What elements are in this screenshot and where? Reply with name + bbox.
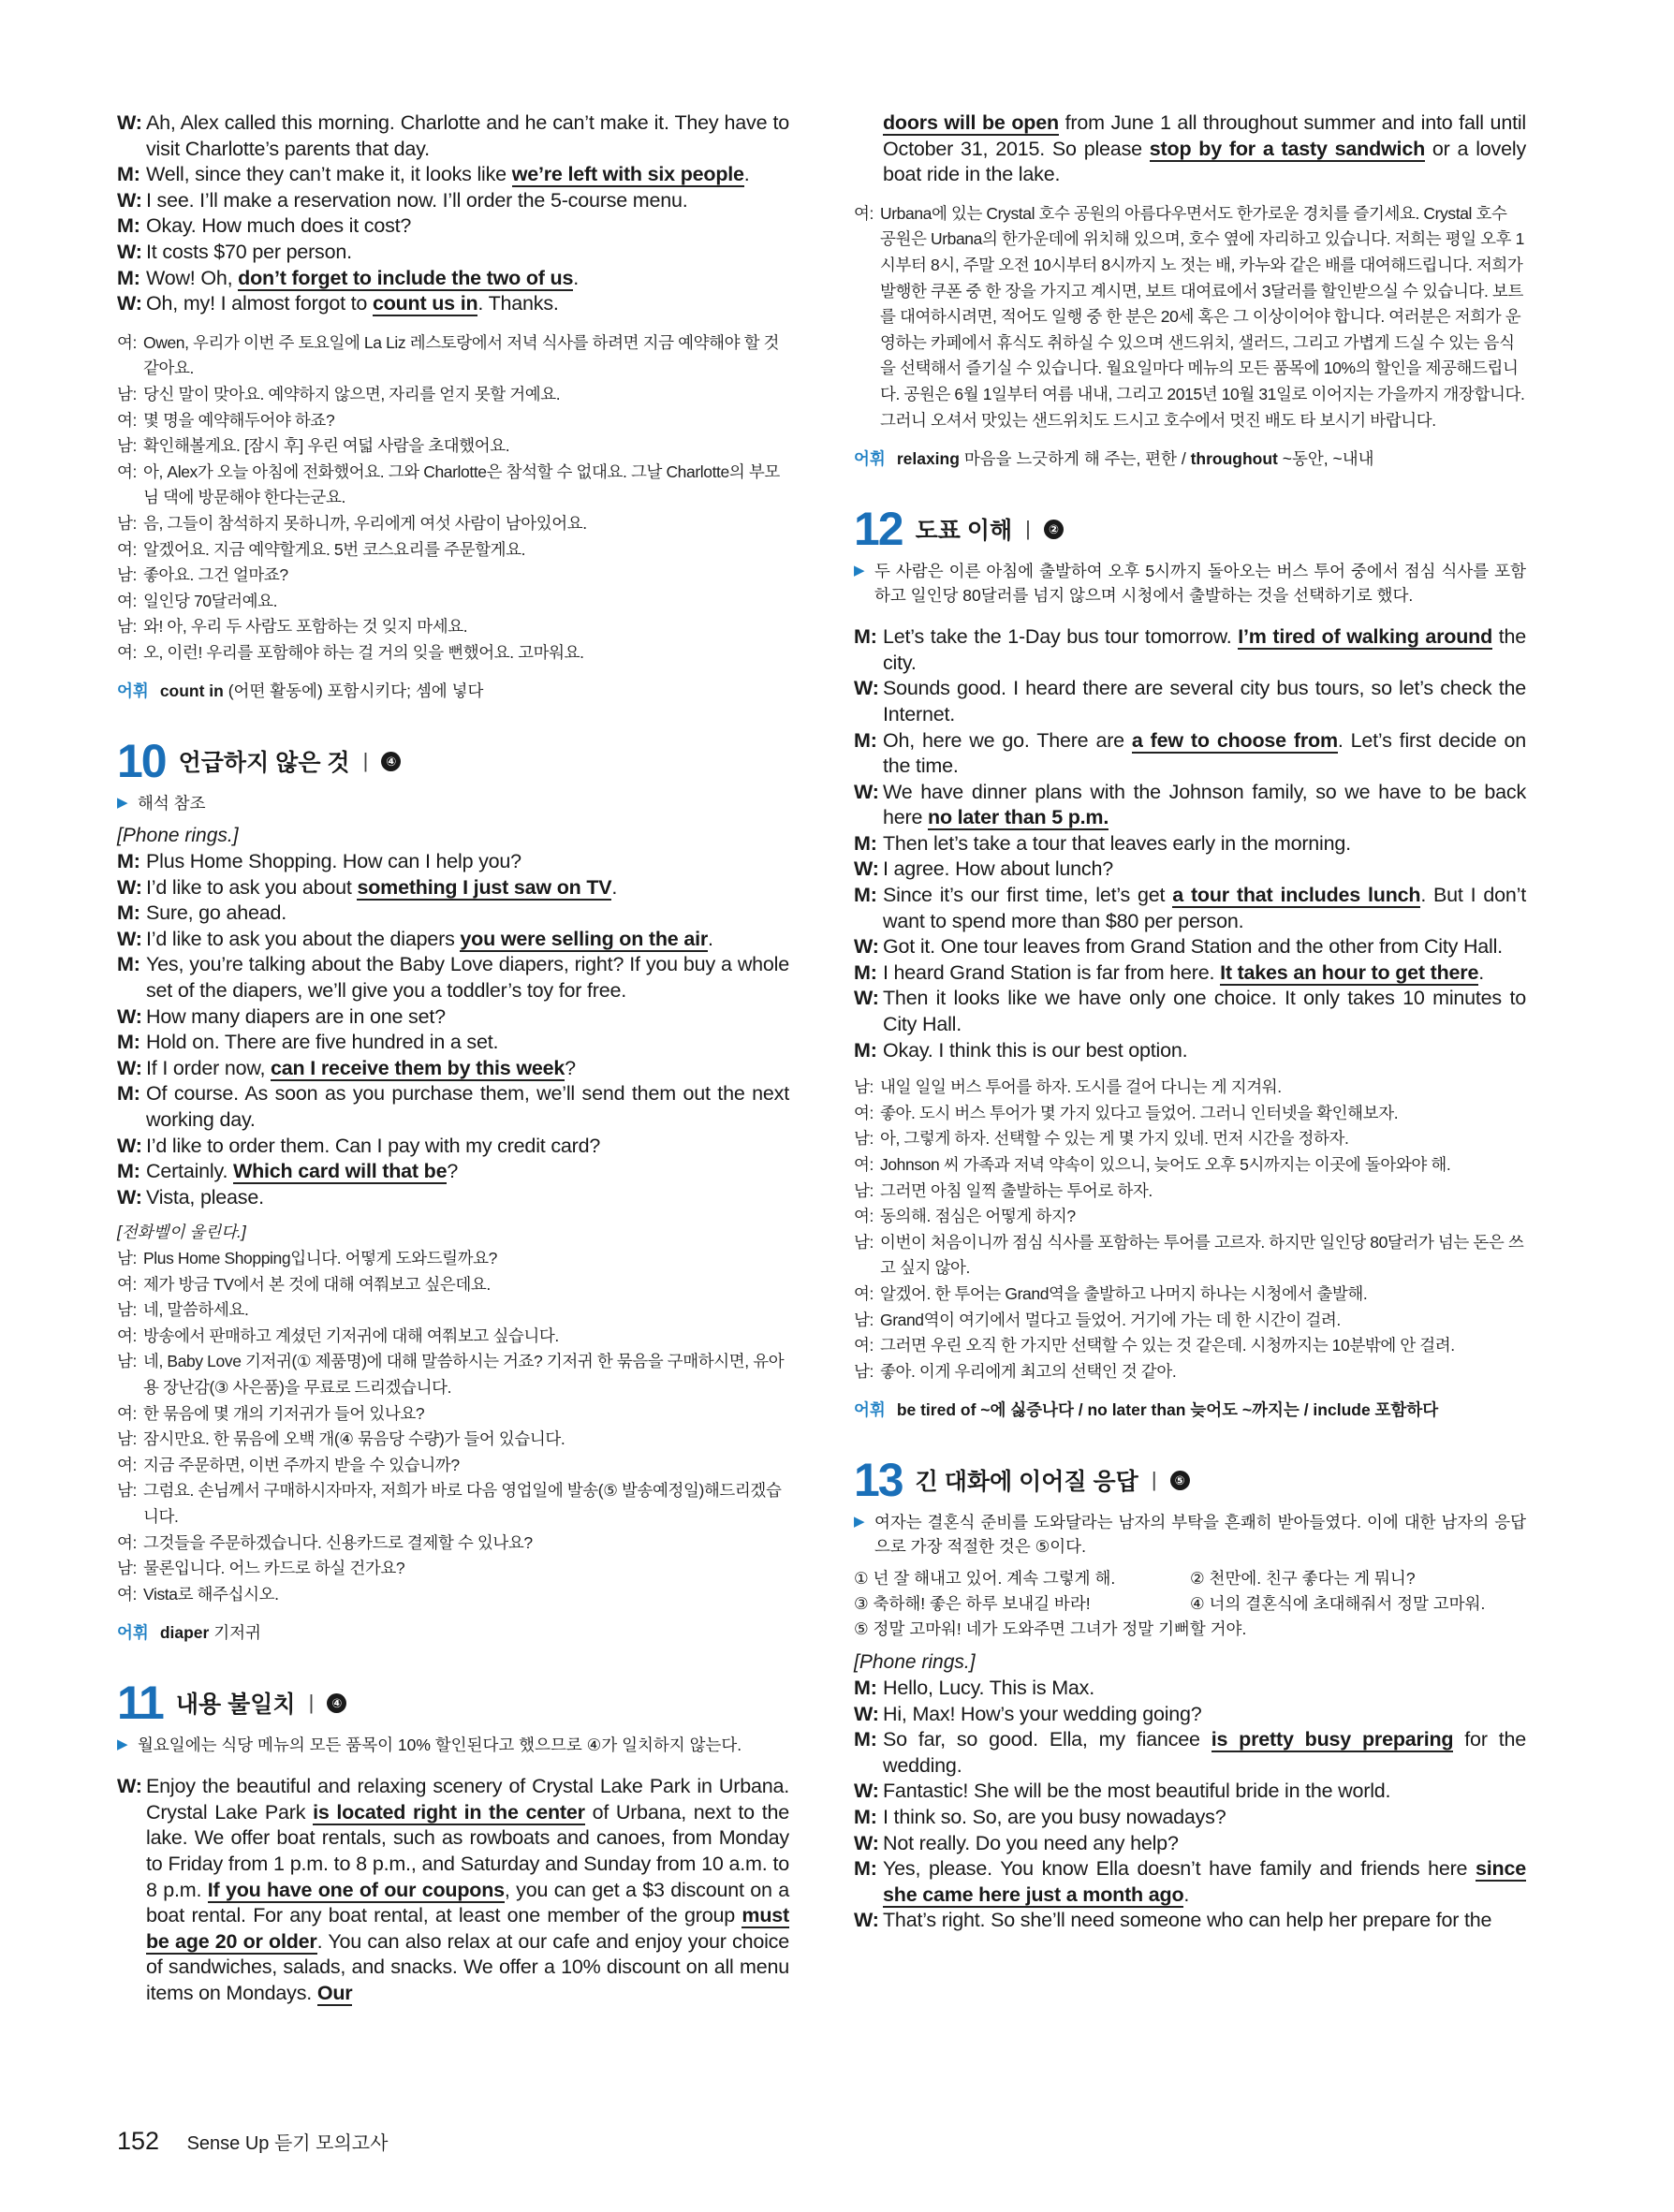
vocab-section-12: 어휘 be tired of ~에 싫증나다 / no later than 늦어도 ~까지는 / include 포함하다 bbox=[854, 1400, 1439, 1420]
section-12-korean bbox=[854, 1075, 1526, 1384]
line-text: That’s right. So she’ll need someone who can help her prepare for the bbox=[883, 1909, 1492, 1932]
dialogue-line bbox=[854, 624, 1526, 676]
translation-line bbox=[117, 1246, 789, 1272]
section-11-korean bbox=[854, 201, 1526, 433]
line-text: 방송에서 판매하고 계셨던 기저귀에 대해 여쭤보고 싶습니다. bbox=[143, 1326, 559, 1345]
speaker-label: 남: bbox=[854, 1232, 874, 1252]
speaker-label: M: bbox=[117, 163, 140, 186]
line-text: 그것들을 주문하겠습니다. 신용카드로 결제할 수 있나요? bbox=[143, 1532, 533, 1552]
speaker-label: 남: bbox=[117, 565, 137, 585]
line-text: We have dinner plans with the Johnson family, so we have to be back here no later than 5 p.m. bbox=[883, 780, 1526, 829]
speaker-label: M: bbox=[854, 1805, 877, 1828]
line-text: Hold on. There are five hundred in a set. bbox=[146, 1031, 499, 1054]
translation-line bbox=[854, 1126, 1526, 1152]
speaker-label: 남: bbox=[117, 1300, 137, 1320]
speaker-label: M: bbox=[854, 1857, 877, 1881]
translation-line bbox=[117, 330, 789, 382]
option-3: ③ 축하해! 좋은 하루 보내길 바라! bbox=[854, 1594, 1091, 1614]
speaker-label: M: bbox=[854, 728, 877, 752]
line-text: Plus Home Shopping. How can I help you? bbox=[146, 850, 521, 873]
translation-line bbox=[117, 1453, 789, 1479]
dialogue-line bbox=[854, 1676, 1526, 1702]
speaker-label: M: bbox=[117, 1160, 140, 1183]
dialogue-line bbox=[854, 831, 1526, 857]
answer-badge: ④ bbox=[381, 752, 401, 771]
speaker-label: M: bbox=[854, 625, 877, 649]
translation-line bbox=[117, 1427, 789, 1453]
section-title: 언급하지 않은 것 bbox=[178, 750, 350, 777]
section-13-note: ▶ 여자는 결혼식 준비를 도와달라는 남자의 부탁을 흔쾌히 받아들였다. 이에 대한 남자의 응답으로 가장 적절한 것은 ⑤이다. bbox=[854, 1513, 1526, 1557]
dialogue-line bbox=[854, 883, 1526, 934]
line-text: 이번이 처음이니까 점심 식사를 포함하는 투어를 고르자. 하지만 일인당 80달러가 넘는 돈은 쓰고 싶지 않아. bbox=[880, 1232, 1524, 1278]
dialogue-line bbox=[117, 1056, 789, 1082]
line-text: 좋아요. 그건 얼마죠? bbox=[143, 565, 288, 585]
dialogue-line bbox=[854, 986, 1526, 1037]
section-13-heading: 13 긴 대화에 이어질 응답 | ⑤ bbox=[854, 1454, 1526, 1506]
option-4: ④ 너의 결혼식에 초대해줘서 정말 고마워. bbox=[1190, 1594, 1486, 1614]
line-text: 제가 방금 TV에서 본 것에 대해 여쭤보고 싶은데요. bbox=[143, 1274, 491, 1294]
translation-line bbox=[854, 201, 1526, 433]
translation-line bbox=[854, 1359, 1526, 1385]
translation-line bbox=[117, 537, 789, 564]
speaker-label: W: bbox=[854, 677, 879, 700]
dialogue-line bbox=[854, 1908, 1526, 1934]
line-text: Then it looks like we have only one choice. It only takes 10 minutes to City Hall. bbox=[883, 987, 1526, 1036]
translation-line bbox=[117, 433, 789, 460]
translation-line bbox=[854, 1152, 1526, 1179]
section-12-heading: 12 도표 이해 | ② bbox=[854, 503, 1526, 555]
translation-line bbox=[854, 1179, 1526, 1205]
line-text: 당신 말이 맞아요. 예약하지 않으면, 자리를 얻지 못할 거예요. bbox=[143, 384, 561, 403]
speaker-label: 남: bbox=[117, 1248, 137, 1267]
line-text: Hello, Lucy. This is Max. bbox=[883, 1676, 1094, 1699]
speaker-label: 남: bbox=[117, 617, 137, 637]
dialogue-line bbox=[117, 1185, 789, 1211]
line-text: Ah, Alex called this morning. Charlotte and he can’t make it. They have to visit Charlotte’s parents that day. bbox=[146, 111, 789, 160]
translation-line bbox=[117, 640, 789, 667]
line-text: Certainly. Which card will that be? bbox=[146, 1160, 459, 1183]
option-5: ⑤ 정말 고마워! 네가 도와주면 그녀가 정말 기뻐할 거야. bbox=[854, 1619, 1247, 1639]
line-text: 좋아. 이게 우리에게 최고의 선택인 것 같아. bbox=[880, 1361, 1177, 1381]
line-text: Owen, 우리가 이번 주 토요일에 La Liz 레스토랑에서 저녁 식사를 하려면 지금 예약해야 할 것 같아요. bbox=[143, 332, 780, 378]
translation-line bbox=[117, 1349, 789, 1400]
dialogue-line bbox=[854, 110, 1526, 188]
dialogue-line bbox=[117, 875, 789, 901]
speaker-label: 여: bbox=[854, 203, 874, 223]
dialogue-line bbox=[117, 1159, 789, 1185]
translation-line bbox=[117, 1401, 789, 1428]
translation-line bbox=[117, 1582, 789, 1608]
speaker-label: W: bbox=[854, 1780, 879, 1803]
line-text: I’d like to ask you about something I just saw on TV. bbox=[146, 875, 618, 899]
line-text: Since it’s our first time, let’s get a tour that includes lunch. But I don’t want to spend more than $80 per person. bbox=[883, 884, 1526, 932]
book-title: Sense Up 듣기 모의고사 bbox=[186, 2133, 389, 2154]
line-text: 그러면 우린 오직 한 가지만 선택할 수 있는 것 같은데. 시청까지는 10분밖에 안 걸려. bbox=[880, 1336, 1455, 1355]
dialogue-line bbox=[854, 1779, 1526, 1805]
speaker-label: 여: bbox=[117, 410, 137, 430]
speaker-label: 여: bbox=[854, 1103, 874, 1122]
speaker-label: 남: bbox=[854, 1077, 874, 1097]
translation-line bbox=[854, 1333, 1526, 1359]
dialogue-line bbox=[117, 266, 789, 292]
speaker-label: 여: bbox=[117, 539, 137, 559]
dialogue-line bbox=[854, 1727, 1526, 1779]
answer-badge: ② bbox=[1044, 520, 1064, 539]
speaker-label: W: bbox=[854, 780, 879, 803]
line-text: 그러면 아침 일찍 출발하는 투어로 하자. bbox=[880, 1180, 1153, 1200]
speaker-label: 여: bbox=[117, 461, 137, 481]
korean-translation-top bbox=[117, 330, 789, 667]
line-text: I think so. So, are you busy nowadays? bbox=[883, 1805, 1226, 1828]
speaker-label: M: bbox=[117, 953, 140, 976]
stage-direction: [Phone rings.] bbox=[854, 1651, 976, 1674]
stage-direction: [Phone rings.] bbox=[117, 825, 239, 847]
speaker-label: 남: bbox=[117, 1429, 137, 1449]
dialogue-line bbox=[854, 1805, 1526, 1831]
translation-line bbox=[117, 614, 789, 640]
section-12-dialogue bbox=[854, 624, 1526, 1063]
answer-badge: ⑤ bbox=[1170, 1471, 1190, 1490]
translation-line bbox=[117, 1556, 789, 1582]
dialogue-line bbox=[117, 901, 789, 927]
speaker-label: M: bbox=[117, 1031, 140, 1054]
line-text: I agree. How about lunch? bbox=[883, 857, 1113, 881]
line-text: 몇 명을 예약해두어야 하죠? bbox=[143, 410, 335, 430]
speaker-label: 남: bbox=[117, 1481, 137, 1501]
line-text: I heard Grand Station is far from here. It takes an hour to get there. bbox=[883, 960, 1484, 984]
translation-line bbox=[117, 1272, 789, 1298]
line-text: Enjoy the beautiful and relaxing scenery of Crystal Lake Park in Urbana. Crystal Lake Park is located right in the center of Urbana, next to the lake. We offer boat rentals, such as rowboats and canoes, from Monday to Friday from 1 p.m. to 8 p.m., and Saturday and Sunday from 10 a.m. to 8 p.m. If you have one of our coupons, you can get a $3 discount on a boat rental. For any boat rental, at least one member of the group must be age 20 or older. You can also relax at our cafe and enjoy your choice of sandwiches, salads, and snacks. We offer a 10% discount on all menu items on Mondays. Our bbox=[146, 1775, 789, 2005]
speaker-label: 여: bbox=[854, 1283, 874, 1303]
translation-line bbox=[854, 1282, 1526, 1308]
speaker-label: W: bbox=[117, 875, 142, 899]
line-text: I’d like to ask you about the diapers you were selling on the air. bbox=[146, 927, 713, 950]
speaker-label: 여: bbox=[854, 1336, 874, 1355]
speaker-label: W: bbox=[117, 1185, 142, 1209]
page-footer bbox=[117, 2127, 388, 2156]
line-text: 와! 아, 우리 두 사람도 포함하는 것 잊지 마세요. bbox=[143, 617, 468, 637]
section-10-dialogue bbox=[117, 849, 789, 1210]
speaker-label: M: bbox=[854, 1676, 877, 1699]
speaker-label: 여: bbox=[117, 1455, 137, 1474]
line-text: I see. I’ll make a reservation now. I’ll order the 5-course menu. bbox=[146, 188, 688, 212]
speaker-label: 여: bbox=[117, 1532, 137, 1552]
dialogue-line bbox=[854, 676, 1526, 727]
dialogue-line bbox=[117, 927, 789, 953]
dialogue-line bbox=[854, 1038, 1526, 1064]
speaker-label: 남: bbox=[117, 384, 137, 403]
speaker-label: 남: bbox=[117, 436, 137, 456]
section-11-heading: 11 내용 불일치 | ④ bbox=[117, 1677, 789, 1729]
speaker-label: M: bbox=[117, 266, 140, 289]
page-number: 152 bbox=[117, 2127, 160, 2155]
line-text: 오, 이런! 우리를 포함해야 하는 걸 거의 잊을 뻔했어요. 고마워요. bbox=[143, 642, 584, 662]
speaker-label: 여: bbox=[117, 1403, 137, 1423]
speaker-label: W: bbox=[117, 1004, 142, 1028]
speaker-label bbox=[854, 110, 883, 188]
vocab-diaper: 어휘 diaper 기저귀 bbox=[117, 1623, 261, 1643]
line-text: How many diapers are in one set? bbox=[146, 1004, 446, 1028]
translation-line bbox=[117, 1297, 789, 1324]
section-10-korean bbox=[117, 1246, 789, 1607]
line-text: 잠시만요. 한 묶음에 오백 개(④ 묶음당 수량)가 들어 있습니다. bbox=[143, 1429, 565, 1449]
line-text: 일인당 70달러예요. bbox=[143, 591, 278, 610]
line-text: Fantastic! She will be the most beautiful bride in the world. bbox=[883, 1780, 1391, 1803]
dialogue-line bbox=[117, 1081, 789, 1133]
speaker-label: W: bbox=[117, 188, 142, 212]
line-text: 지금 주문하면, 이번 주까지 받을 수 있습니까? bbox=[143, 1455, 460, 1474]
translation-line bbox=[854, 1204, 1526, 1230]
line-text: doors will be open from June 1 all throughout summer and into fall until October 31, 2015. So please stop by for a tasty sandwich or a lovely boat ride in the lake. bbox=[883, 111, 1526, 186]
vocab-count-in: 어휘 count in (어떤 활동에) 포함시키다; 셈에 넣다 bbox=[117, 681, 484, 701]
right-column bbox=[854, 110, 1526, 1934]
section-number: 10 bbox=[117, 735, 166, 788]
line-text: So far, so good. Ella, my fiancee is pretty busy preparing for the wedding. bbox=[883, 1728, 1527, 1777]
section-number: 11 bbox=[117, 1677, 163, 1730]
translation-line bbox=[854, 1075, 1526, 1101]
line-text: 물론입니다. 어느 카드로 하실 건가요? bbox=[143, 1559, 405, 1578]
dialogue-line bbox=[854, 934, 1526, 960]
dialogue-line bbox=[854, 728, 1526, 780]
translation-line bbox=[117, 460, 789, 511]
speaker-label: M: bbox=[117, 850, 140, 873]
translation-line bbox=[117, 511, 789, 537]
speaker-label: M: bbox=[854, 831, 877, 855]
dialogue-line bbox=[854, 1702, 1526, 1728]
speaker-label: W: bbox=[117, 240, 142, 263]
line-text: Sounds good. I heard there are several city bus tours, so let’s check the Internet. bbox=[883, 677, 1526, 725]
section-title: 내용 불일치 bbox=[175, 1692, 296, 1719]
speaker-label: W: bbox=[854, 1831, 879, 1854]
line-text: Then let’s take a tour that leaves early in the morning. bbox=[883, 831, 1351, 855]
speaker-label: W: bbox=[117, 1056, 142, 1079]
line-text: 아, Alex가 오늘 아침에 전화했어요. 그와 Charlotte은 참석할 수 없대요. 그날 Charlotte의 부모님 댁에 방문해야 한다는군요. bbox=[143, 461, 780, 507]
speaker-label: W: bbox=[854, 987, 879, 1010]
dialogue-line bbox=[117, 291, 789, 317]
line-text: 네, 말씀하세요. bbox=[143, 1300, 249, 1320]
dialogue-line bbox=[854, 1831, 1526, 1857]
line-text: Well, since they can’t make it, it looks like we’re left with six people. bbox=[146, 163, 750, 186]
line-text: Johnson 씨 가족과 저녁 약속이 있으니, 늦어도 오후 5시까지는 이곳에 돌아와야 해. bbox=[880, 1155, 1451, 1174]
dialogue-line bbox=[117, 213, 789, 240]
line-text: 음, 그들이 참석하지 못하니까, 우리에게 여섯 사람이 남아있어요. bbox=[143, 513, 587, 533]
line-text: Oh, my! I almost forgot to count us in. Thanks. bbox=[146, 292, 559, 315]
line-text: Urbana에 있는 Crystal 호수 공원의 아름다우면서도 한가로운 경치를 즐기세요. Crystal 호수 공원은 Urbana의 한가운데에 위치해 있으며, 호수 옆에 자리하고 있습니다. 저희는 평일 오후 1시부터 8시, 주말 오전 10시부터 8시까지 노 젓는 배, 카누와 같은 배를 대여해드립니다. 저희가 발행한 쿠폰 중 한 장을 가지고 계시면, 보트 대여료에서 3달러를 할인받으실 수 있습니다. 보트를 대여하시려면, 적어도 일행 중 한 분은 20세 혹은 그 이상이어야 합니다. 여러분은 저희가 운영하는 카페에서 휴식도 취하실 수 있으며 샌드위치, 샐러드, 그리고 가볍게 드실 수 있는 음식을 선택해서 즐기실 수 있습니다. 월요일마다 메뉴의 모든 품목에 10%의 할인을 제공해드립니다. 공원은 6월 1일부터 여름 내내, 그리고 2015년 10월 31일로 이어지는 가을까지 개장합니다. 그러니 오셔서 맛있는 샌드위치도 드시고 호수에서 멋진 배도 타 보시기 바랍니다. bbox=[880, 203, 1525, 430]
dialogue-line bbox=[117, 110, 789, 162]
dialogue-line bbox=[854, 960, 1526, 987]
korean-stage-direction: [전화벨이 울린다.] bbox=[117, 1223, 246, 1242]
line-text: Let’s take the 1-Day bus tour tomorrow. I’m tired of walking around the city. bbox=[883, 625, 1527, 674]
answer-options bbox=[854, 1566, 1526, 1642]
line-text: Wow! Oh, don’t forget to include the two of us. bbox=[146, 266, 580, 289]
translation-line bbox=[854, 1101, 1526, 1127]
line-text: If I order now, can I receive them by this week? bbox=[146, 1056, 576, 1079]
dialogue-line bbox=[854, 857, 1526, 883]
section-10-heading: 10 언급하지 않은 것 | ④ bbox=[117, 735, 789, 787]
line-text: 한 묶음에 몇 개의 기저귀가 들어 있나요? bbox=[143, 1403, 425, 1423]
speaker-label: 남: bbox=[117, 513, 137, 533]
line-text: 좋아. 도시 버스 투어가 몇 가지 있다고 들었어. 그러니 인터넷을 확인해보자. bbox=[880, 1103, 1399, 1122]
speaker-label: W: bbox=[854, 1702, 879, 1725]
speaker-label: 남: bbox=[854, 1361, 874, 1381]
section-13-dialogue bbox=[854, 1676, 1526, 1934]
line-text: Okay. How much does it cost? bbox=[146, 214, 412, 238]
speaker-label: W: bbox=[854, 935, 879, 959]
dialogue-line bbox=[117, 1030, 789, 1056]
line-text: Sure, go ahead. bbox=[146, 901, 287, 925]
line-text: Yes, please. You know Ella doesn’t have family and friends here since she came here just a month ago. bbox=[883, 1857, 1526, 1906]
line-text: 네, Baby Love 기저귀(① 제품명)에 대해 말씀하시는 거죠? 기저귀 한 묶음을 구매하시면, 유아용 장난감(③ 사은품)을 무료로 드리겠습니다. bbox=[143, 1352, 785, 1397]
dialogue-top bbox=[117, 110, 789, 317]
section-12-note: ▶ 두 사람은 이른 아침에 출발하여 오후 5시까지 돌아오는 버스 투어 중에서 점심 식사를 포함하고 일인당 80달러를 넘지 않으며 시청에서 출발하는 것을 선택하기로 했다. bbox=[854, 562, 1526, 606]
speaker-label: 남: bbox=[854, 1180, 874, 1200]
line-text: Grand역이 여기에서 멀다고 들었어. 거기에 가는 데 한 시간이 걸려. bbox=[880, 1310, 1341, 1329]
speaker-label: 여: bbox=[854, 1155, 874, 1174]
left-column bbox=[117, 110, 789, 2007]
line-text: Got it. One tour leaves from Grand Station and the other from City Hall. bbox=[883, 935, 1503, 959]
speaker-label: 남: bbox=[854, 1129, 874, 1149]
translation-line bbox=[117, 1324, 789, 1350]
line-text: 그럼요. 손님께서 구매하시자마자, 저희가 바로 다음 영업일에 발송(⑤ 발송예정일)해드리겠습니다. bbox=[143, 1481, 782, 1526]
line-text: Yes, you’re talking about the Baby Love diapers, right? If you buy a whole set of the diapers, we’ll give you a toddler’s toy for free. bbox=[146, 953, 789, 1003]
line-text: Of course. As soon as you purchase them, we’ll send them out the next working day. bbox=[146, 1082, 789, 1131]
speaker-label: M: bbox=[117, 1082, 140, 1106]
line-text: Hi, Max! How’s your wedding going? bbox=[883, 1702, 1202, 1725]
speaker-label: W: bbox=[854, 1909, 879, 1932]
speaker-label: W: bbox=[117, 927, 142, 950]
speaker-label: 남: bbox=[117, 1559, 137, 1578]
speaker-label: W: bbox=[117, 1134, 142, 1157]
section-number: 12 bbox=[854, 503, 903, 556]
dialogue-line bbox=[117, 1134, 789, 1160]
dialogue-line bbox=[117, 1004, 789, 1031]
line-text: 확인해볼게요. [잠시 후] 우린 여덟 사람을 초대했어요. bbox=[143, 436, 510, 456]
translation-line bbox=[117, 408, 789, 434]
line-text: 동의해. 점심은 어떻게 하지? bbox=[880, 1207, 1076, 1226]
translation-line bbox=[117, 382, 789, 408]
option-2: ② 천만에. 친구 좋다는 게 뭐니? bbox=[1190, 1569, 1416, 1589]
section-11-note: ▶ 월요일에는 식당 메뉴의 모든 품목이 10% 할인된다고 했으므로 ④가 일치하지 않는다. bbox=[117, 1736, 742, 1755]
speaker-label: 여: bbox=[854, 1207, 874, 1226]
dialogue-line bbox=[117, 849, 789, 875]
translation-line bbox=[854, 1308, 1526, 1334]
option-1: ① 넌 잘 해내고 있어. 계속 그렇게 해. bbox=[854, 1569, 1116, 1589]
speaker-label: 남: bbox=[117, 1352, 137, 1371]
section-10-note: ▶ 해석 참조 bbox=[117, 794, 206, 813]
line-text: It costs $70 per person. bbox=[146, 240, 352, 263]
dialogue-line bbox=[117, 240, 789, 266]
line-text: Not really. Do you need any help? bbox=[883, 1831, 1179, 1854]
speaker-label: M: bbox=[854, 884, 877, 907]
line-text: 내일 일일 버스 투어를 하자. 도시를 걸어 다니는 게 지겨워. bbox=[880, 1077, 1282, 1097]
dialogue-line bbox=[117, 188, 789, 214]
speaker-label: M: bbox=[117, 901, 140, 925]
speaker-label: W: bbox=[117, 111, 142, 134]
dialogue-line bbox=[117, 952, 789, 1003]
section-number: 13 bbox=[854, 1454, 903, 1507]
speaker-label: 여: bbox=[117, 591, 137, 610]
vocab-relaxing: 어휘 relaxing 마음을 느긋하게 해 주는, 편한 / throughout ~동안, ~내내 bbox=[854, 449, 1374, 469]
speaker-label: 여: bbox=[117, 1274, 137, 1294]
dialogue-line bbox=[854, 1856, 1526, 1908]
translation-line bbox=[117, 1531, 789, 1557]
line-text: Oh, here we go. There are a few to choose from. Let’s first decide on the time. bbox=[883, 728, 1526, 778]
dialogue-line bbox=[117, 162, 789, 188]
line-text: Vista로 해주십시오. bbox=[143, 1584, 279, 1604]
line-text: Plus Home Shopping입니다. 어떻게 도와드릴까요? bbox=[143, 1248, 497, 1267]
speaker-label: M: bbox=[854, 1038, 877, 1062]
speaker-label: 남: bbox=[854, 1310, 874, 1329]
speaker-label: W: bbox=[117, 292, 142, 315]
speaker-label: 여: bbox=[117, 642, 137, 662]
speaker-label: 여: bbox=[117, 1326, 137, 1345]
translation-line bbox=[117, 563, 789, 589]
line-text: Okay. I think this is our best option. bbox=[883, 1038, 1188, 1062]
translation-line bbox=[854, 1230, 1526, 1282]
section-title: 도표 이해 bbox=[915, 518, 1013, 545]
speaker-label: M: bbox=[117, 214, 140, 238]
dialogue-line bbox=[117, 1774, 789, 2006]
section-11-continued bbox=[854, 110, 1526, 188]
line-text: I’d like to order them. Can I pay with my credit card? bbox=[146, 1134, 601, 1157]
line-text: 아, 그렇게 하자. 선택할 수 있는 게 몇 가지 있네. 먼저 시간을 정하자. bbox=[880, 1129, 1349, 1149]
line-text: 알겠어. 한 투어는 Grand역을 출발하고 나머지 하나는 시청에서 출발해. bbox=[880, 1283, 1368, 1303]
speaker-label: 여: bbox=[117, 332, 137, 352]
speaker-label: W: bbox=[854, 857, 879, 881]
speaker-label: 여: bbox=[117, 1584, 137, 1604]
speaker-label: M: bbox=[854, 960, 877, 984]
answer-badge: ④ bbox=[327, 1693, 346, 1713]
speaker-label: W: bbox=[117, 1775, 142, 1798]
translation-line bbox=[117, 589, 789, 615]
section-11-dialogue bbox=[117, 1774, 789, 2006]
speaker-label: M: bbox=[854, 1728, 877, 1751]
section-title: 긴 대화에 이어질 응답 bbox=[915, 1469, 1138, 1496]
line-text: Vista, please. bbox=[146, 1185, 264, 1209]
translation-line bbox=[117, 1478, 789, 1530]
line-text: 알겠어요. 지금 예약할게요. 5번 코스요리를 주문할게요. bbox=[143, 539, 526, 559]
dialogue-line bbox=[854, 780, 1526, 831]
